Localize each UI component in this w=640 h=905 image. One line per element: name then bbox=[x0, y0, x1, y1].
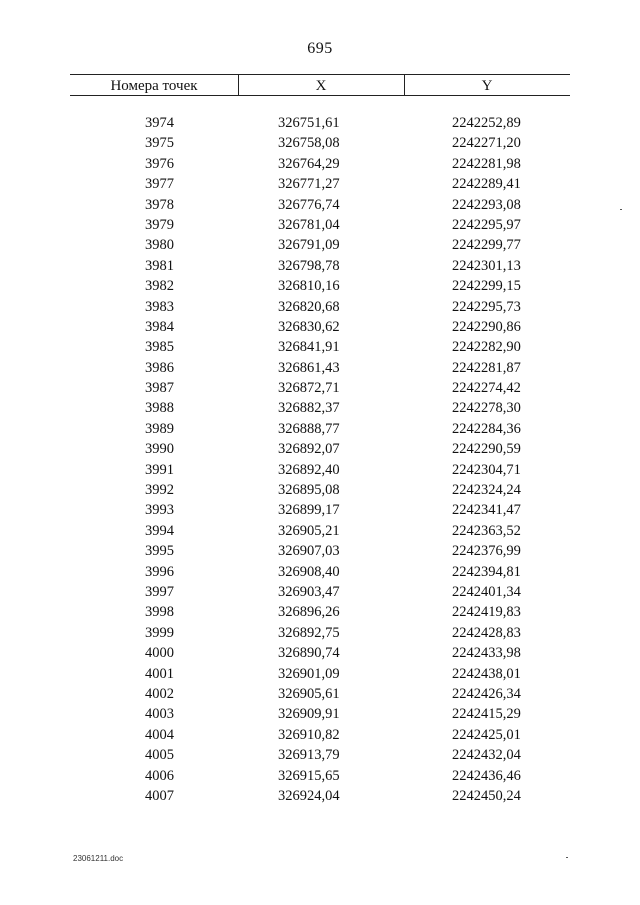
table-row bbox=[70, 358, 570, 378]
table-row bbox=[70, 113, 570, 133]
point-number-cell: 4005 bbox=[145, 747, 174, 764]
x-coordinate-cell: 326758,08 bbox=[278, 135, 340, 152]
y-coordinate-cell: 2242426,34 bbox=[452, 685, 521, 702]
table-row bbox=[70, 276, 570, 296]
y-coordinate-cell: 2242295,73 bbox=[452, 298, 521, 315]
x-coordinate-cell: 326908,40 bbox=[278, 563, 340, 580]
point-number-cell: 4004 bbox=[145, 726, 174, 743]
y-coordinate-cell: 2242341,47 bbox=[452, 502, 521, 519]
x-coordinate-cell: 326905,61 bbox=[278, 685, 340, 702]
table-row bbox=[70, 541, 570, 561]
x-coordinate-cell: 326781,04 bbox=[278, 216, 340, 233]
x-coordinate-cell: 326892,75 bbox=[278, 624, 340, 641]
x-coordinate-cell: 326798,78 bbox=[278, 257, 340, 274]
header-y: Y bbox=[481, 78, 493, 94]
point-number-cell: 4003 bbox=[145, 706, 174, 723]
table-row bbox=[70, 154, 570, 174]
x-coordinate-cell: 326892,07 bbox=[278, 441, 340, 458]
x-coordinate-cell: 326903,47 bbox=[278, 583, 340, 600]
point-number-cell: 3991 bbox=[145, 461, 174, 478]
point-number-cell: 3996 bbox=[145, 563, 174, 580]
table-row bbox=[70, 602, 570, 622]
table-row bbox=[70, 786, 570, 806]
table-row bbox=[70, 337, 570, 357]
table-row bbox=[70, 582, 570, 602]
y-coordinate-cell: 2242425,01 bbox=[452, 726, 521, 743]
y-coordinate-cell: 2242299,15 bbox=[452, 278, 521, 295]
point-number-cell: 3976 bbox=[145, 155, 174, 172]
x-coordinate-cell: 326888,77 bbox=[278, 420, 340, 437]
y-coordinate-cell: 2242433,98 bbox=[452, 645, 521, 662]
point-number-cell: 3998 bbox=[145, 604, 174, 621]
point-number-cell: 3993 bbox=[145, 502, 174, 519]
y-coordinate-cell: 2242363,52 bbox=[452, 522, 521, 539]
point-number-cell: 3982 bbox=[145, 278, 174, 295]
point-number-cell: 4006 bbox=[145, 767, 174, 784]
x-coordinate-cell: 326892,40 bbox=[278, 461, 340, 478]
y-coordinate-cell: 2242252,89 bbox=[452, 115, 521, 131]
table-row bbox=[70, 460, 570, 480]
point-number-cell: 3984 bbox=[145, 318, 174, 335]
scan-speck bbox=[566, 857, 568, 858]
y-coordinate-cell: 2242295,97 bbox=[452, 216, 521, 233]
point-number-cell: 3977 bbox=[145, 176, 174, 193]
y-coordinate-cell: 2242419,83 bbox=[452, 604, 521, 621]
point-number-cell: 3981 bbox=[145, 257, 174, 274]
point-number-cell: 3974 bbox=[145, 115, 174, 131]
table-header bbox=[70, 74, 570, 96]
point-number-cell: 3988 bbox=[145, 400, 174, 417]
table-row bbox=[70, 500, 570, 520]
footer-filename: 23061211.doc bbox=[73, 854, 124, 863]
point-number-cell: 4007 bbox=[145, 787, 174, 804]
table-row bbox=[70, 439, 570, 459]
table-row bbox=[70, 419, 570, 439]
table-row bbox=[70, 766, 570, 786]
y-coordinate-cell: 2242428,83 bbox=[452, 624, 521, 641]
x-coordinate-cell: 326901,09 bbox=[278, 665, 340, 682]
y-coordinate-cell: 2242289,41 bbox=[452, 176, 521, 193]
y-coordinate-cell: 2242290,59 bbox=[452, 441, 521, 458]
y-coordinate-cell: 2242436,46 bbox=[452, 767, 521, 784]
y-coordinate-cell: 2242281,87 bbox=[452, 359, 521, 376]
table-row bbox=[70, 235, 570, 255]
table-row bbox=[70, 704, 570, 724]
table-row bbox=[70, 317, 570, 337]
table-row bbox=[70, 745, 570, 765]
point-number-cell: 3999 bbox=[145, 624, 174, 641]
point-number-cell: 3979 bbox=[145, 216, 174, 233]
point-number-cell: 3987 bbox=[145, 380, 174, 397]
point-number-cell: 3986 bbox=[145, 359, 174, 376]
point-number-cell: 3990 bbox=[145, 441, 174, 458]
y-coordinate-cell: 2242301,13 bbox=[452, 257, 521, 274]
x-coordinate-cell: 326776,74 bbox=[278, 196, 340, 213]
table-row bbox=[70, 643, 570, 663]
y-coordinate-cell: 2242278,30 bbox=[452, 400, 521, 417]
y-coordinate-cell: 2242271,20 bbox=[452, 135, 521, 152]
y-coordinate-cell: 2242293,08 bbox=[452, 196, 521, 213]
table-row bbox=[70, 684, 570, 704]
y-coordinate-cell: 2242324,24 bbox=[452, 482, 521, 499]
y-coordinate-cell: 2242282,90 bbox=[452, 339, 521, 356]
x-coordinate-cell: 326820,68 bbox=[278, 298, 340, 315]
point-number-cell: 4001 bbox=[145, 665, 174, 682]
y-coordinate-cell: 2242376,99 bbox=[452, 543, 521, 560]
scan-speck bbox=[620, 209, 622, 210]
y-coordinate-cell: 2242415,29 bbox=[452, 706, 521, 723]
table-row bbox=[70, 398, 570, 418]
x-coordinate-cell: 326910,82 bbox=[278, 726, 340, 743]
x-coordinate-cell: 326810,16 bbox=[278, 278, 340, 295]
y-coordinate-cell: 2242304,71 bbox=[452, 461, 521, 478]
x-coordinate-cell: 326896,26 bbox=[278, 604, 340, 621]
point-number-cell: 3980 bbox=[145, 237, 174, 254]
point-number-cell: 3975 bbox=[145, 135, 174, 152]
x-coordinate-cell: 326861,43 bbox=[278, 359, 340, 376]
point-number-cell: 3989 bbox=[145, 420, 174, 437]
point-number-cell: 3995 bbox=[145, 543, 174, 560]
y-coordinate-cell: 2242450,24 bbox=[452, 787, 521, 804]
table-row bbox=[70, 174, 570, 194]
x-coordinate-cell: 326764,29 bbox=[278, 155, 340, 172]
table-row bbox=[70, 664, 570, 684]
point-number-cell: 3983 bbox=[145, 298, 174, 315]
table-row bbox=[70, 256, 570, 276]
table-row bbox=[70, 725, 570, 745]
table-row bbox=[70, 623, 570, 643]
y-coordinate-cell: 2242432,04 bbox=[452, 747, 521, 764]
table-row bbox=[70, 297, 570, 317]
x-coordinate-cell: 326909,91 bbox=[278, 706, 340, 723]
x-coordinate-cell: 326751,61 bbox=[278, 115, 340, 131]
x-coordinate-cell: 326905,21 bbox=[278, 522, 340, 539]
coordinates-table-body bbox=[70, 113, 570, 806]
point-number-cell: 3978 bbox=[145, 196, 174, 213]
y-coordinate-cell: 2242284,36 bbox=[452, 420, 521, 437]
y-coordinate-cell: 2242299,77 bbox=[452, 237, 521, 254]
y-coordinate-cell: 2242290,86 bbox=[452, 318, 521, 335]
page-number: 695 bbox=[307, 40, 333, 57]
x-coordinate-cell: 326872,71 bbox=[278, 380, 340, 397]
table-row bbox=[70, 215, 570, 235]
x-coordinate-cell: 326915,65 bbox=[278, 767, 340, 784]
header-x: X bbox=[238, 75, 405, 95]
table-row bbox=[70, 133, 570, 153]
y-coordinate-cell: 2242281,98 bbox=[452, 155, 521, 172]
header-point-numbers: Номера точек bbox=[70, 75, 239, 95]
x-coordinate-cell: 326882,37 bbox=[278, 400, 340, 417]
y-coordinate-cell: 2242401,34 bbox=[452, 583, 521, 600]
x-coordinate-cell: 326841,91 bbox=[278, 339, 340, 356]
x-coordinate-cell: 326890,74 bbox=[278, 645, 340, 662]
point-number-cell: 4000 bbox=[145, 645, 174, 662]
y-coordinate-cell: 2242438,01 bbox=[452, 665, 521, 682]
table-row bbox=[70, 521, 570, 541]
point-number-cell: 3992 bbox=[145, 482, 174, 499]
table-row bbox=[70, 378, 570, 398]
x-coordinate-cell: 326907,03 bbox=[278, 543, 340, 560]
x-coordinate-cell: 326899,17 bbox=[278, 502, 340, 519]
x-coordinate-cell: 326791,09 bbox=[278, 237, 340, 254]
x-coordinate-cell: 326924,04 bbox=[278, 787, 340, 804]
y-coordinate-cell: 2242394,81 bbox=[452, 563, 521, 580]
x-coordinate-cell: 326830,62 bbox=[278, 318, 340, 335]
table-row bbox=[70, 195, 570, 215]
table-row bbox=[70, 562, 570, 582]
y-coordinate-cell: 2242274,42 bbox=[452, 380, 521, 397]
x-coordinate-cell: 326771,27 bbox=[278, 176, 340, 193]
x-coordinate-cell: 326895,08 bbox=[278, 482, 340, 499]
point-number-cell: 3997 bbox=[145, 583, 174, 600]
point-number-cell: 3985 bbox=[145, 339, 174, 356]
table-row bbox=[70, 480, 570, 500]
point-number-cell: 4002 bbox=[145, 685, 174, 702]
point-number-cell: 3994 bbox=[145, 522, 174, 539]
x-coordinate-cell: 326913,79 bbox=[278, 747, 340, 764]
